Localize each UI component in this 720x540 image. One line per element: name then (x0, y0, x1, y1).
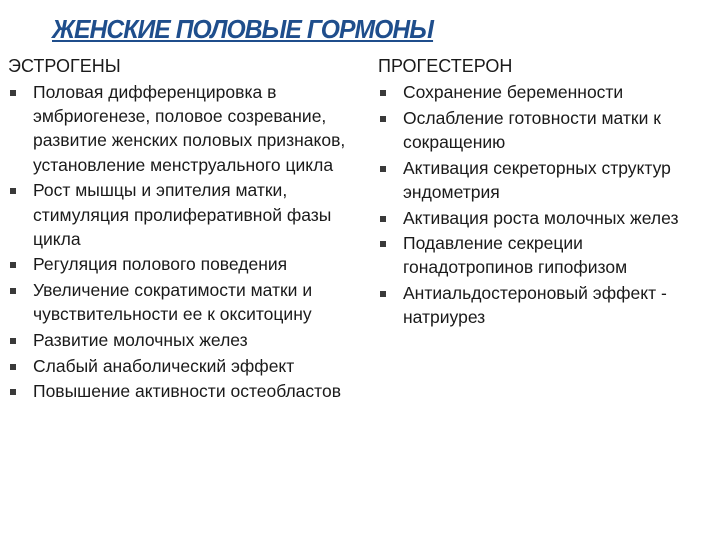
list-item-text: Активация роста молочных желез (403, 207, 679, 228)
list-item-text: Развитие молочных желез (33, 330, 248, 351)
progesterone-column (378, 54, 714, 331)
list-item-text: Ослабление готовности матки к сокращению (403, 107, 661, 152)
square-bullet-icon (10, 389, 16, 395)
list-item-text: Подавление секреции гонадотропинов гипофизом (403, 233, 628, 278)
square-bullet-icon (380, 90, 386, 96)
list-item (8, 379, 358, 403)
square-bullet-icon (10, 90, 16, 96)
square-bullet-icon (10, 364, 16, 370)
square-bullet-icon (380, 166, 386, 172)
square-bullet-icon (380, 291, 386, 297)
square-bullet-icon (380, 216, 386, 222)
estrogens-list (8, 80, 358, 404)
list-item (378, 106, 714, 154)
list-item (8, 328, 358, 352)
estrogens-column (8, 54, 358, 405)
estrogens-heading: ЭСТРОГЕНЫ (8, 56, 121, 76)
square-bullet-icon (380, 241, 386, 247)
list-item (378, 206, 714, 230)
list-item (378, 156, 714, 204)
square-bullet-icon (380, 116, 386, 122)
list-item (8, 354, 358, 378)
slide-title: ЖЕНСКИЕ ПОЛОВЫЕ ГОРМОНЫ (52, 14, 434, 44)
square-bullet-icon (10, 188, 16, 194)
list-item-text: Слабый анаболический эффект (33, 355, 295, 376)
list-item-text: Регуляция полового поведения (33, 254, 288, 275)
list-item (8, 278, 358, 326)
list-item-text: Увеличение сократимости матки и чувствительности ее к окситоцину (33, 280, 313, 325)
list-item (8, 252, 358, 276)
list-item-text: Повышение активности остеобластов (33, 381, 342, 402)
list-item-text: Половая дифференцировка в эмбриогенезе, половое созревание, развитие женских половых признаков, установление менструального цикла (33, 82, 346, 175)
list-item (378, 80, 714, 104)
list-item-text: Активация секреторных структур эндометрия (403, 157, 671, 202)
list-item-text: Антиальдостероновый эффект - натриурез (403, 283, 667, 328)
progesterone-list (378, 80, 714, 330)
list-item (378, 231, 714, 279)
list-item (8, 178, 358, 251)
list-item (8, 80, 358, 177)
square-bullet-icon (10, 338, 16, 344)
list-item-text: Сохранение беременности (403, 82, 624, 102)
list-item-text: Рост мышцы и эпителия матки, стимуляция пролиферативной фазы цикла (33, 180, 332, 249)
progesterone-heading: ПРОГЕСТЕРОН (378, 56, 513, 76)
list-item (378, 281, 714, 329)
square-bullet-icon (10, 288, 16, 294)
square-bullet-icon (10, 262, 16, 268)
